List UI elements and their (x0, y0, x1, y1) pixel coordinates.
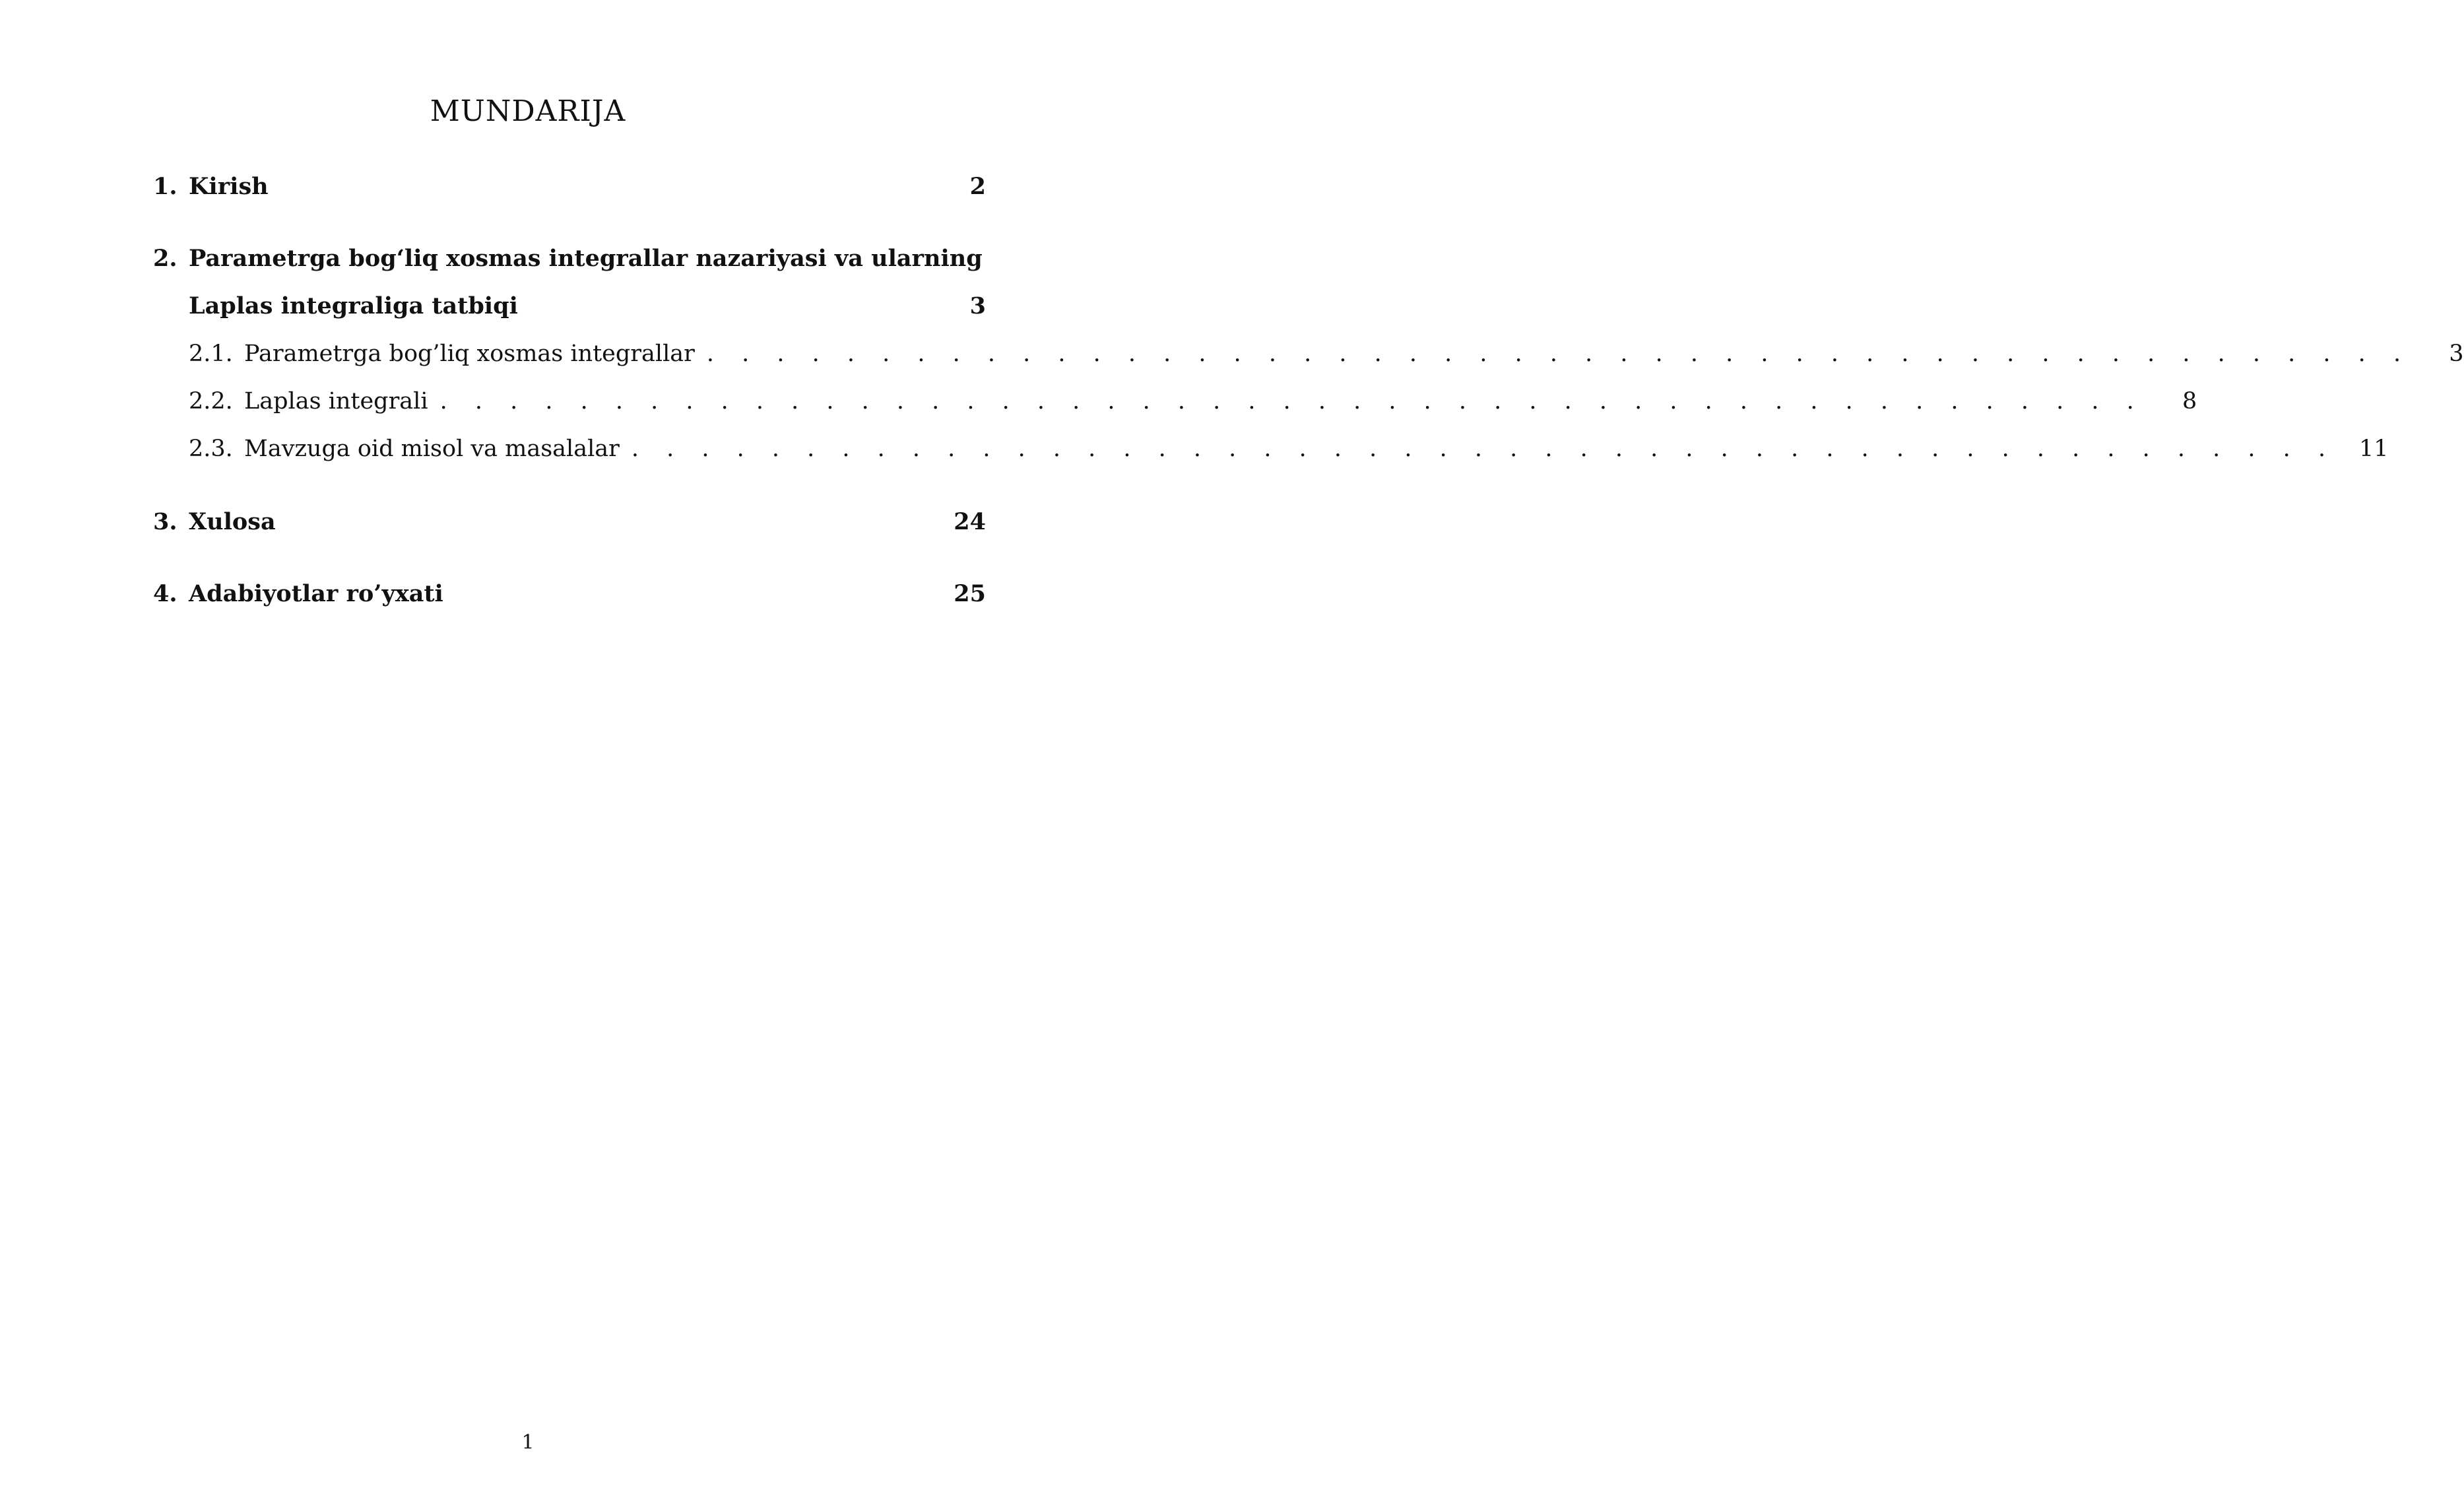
dot-leader: . . . . . . . . . . . . . . . . . . . . . . . . . . . . . . . . . . . . . . . . . . . . . . . . . (706, 341, 2411, 367)
toc-entry-xulosa[interactable] (153, 508, 986, 535)
toc-entry-page: 24 (954, 508, 986, 535)
page-title: MUNDARIJA (430, 94, 626, 128)
toc-entry-number: 1. (153, 173, 178, 200)
toc-entry-label: Xulosa (189, 508, 276, 535)
toc-entry-label: Kirish (189, 173, 269, 200)
toc-section-page: 8 (2182, 388, 2197, 415)
toc-entry-kirish[interactable] (153, 173, 986, 200)
toc-entry-number: 3. (153, 508, 178, 535)
toc-section-page: 11 (2359, 436, 2389, 462)
toc-entry-page: 2 (969, 173, 986, 200)
toc-entry-label: Adabiyotlar ro’yxati (189, 580, 443, 607)
toc-entry-page: 3 (969, 292, 986, 319)
dot-leader: . . . . . . . . . . . . . . . . . . . . . . . . . . . . . . . . . . . . . . . . . . . . . . . . . (439, 388, 2145, 415)
table-of-contents (153, 0, 2464, 1493)
toc-section-label: Mavzuga oid misol va masalalar (244, 436, 620, 462)
toc-section-2-3[interactable] (189, 436, 2389, 462)
toc-section-2-2[interactable] (189, 388, 2197, 415)
toc-entry-number: 4. (153, 580, 178, 607)
toc-entry-parametrga-line2[interactable] (153, 292, 986, 319)
toc-entry-adabiyotlar[interactable] (153, 580, 986, 607)
toc-entry-parametrga-line1[interactable] (153, 245, 986, 272)
toc-section-2-1[interactable] (189, 341, 2464, 367)
toc-entry-page: 25 (954, 580, 986, 607)
toc-entry-label-continued: Laplas integraliga tatbiqi (189, 292, 518, 319)
toc-section-number: 2.1. (189, 341, 233, 367)
toc-entry-label: Parametrga bog‘liq xosmas integrallar nazariyasi va ularning (189, 245, 983, 272)
toc-section-label: Parametrga bog’liq xosmas integrallar (244, 341, 695, 367)
toc-entry-number: 2. (153, 245, 178, 272)
toc-section-number: 2.2. (189, 388, 233, 415)
toc-section-number: 2.3. (189, 436, 233, 462)
toc-section-page: 3 (2449, 341, 2464, 367)
page-number: 1 (521, 1431, 535, 1454)
dot-leader: . . . . . . . . . . . . . . . . . . . . . . . . . . . . . . . . . . . . . . . . . . . . . . . . . (631, 436, 2336, 462)
toc-section-label: Laplas integrali (244, 388, 428, 415)
